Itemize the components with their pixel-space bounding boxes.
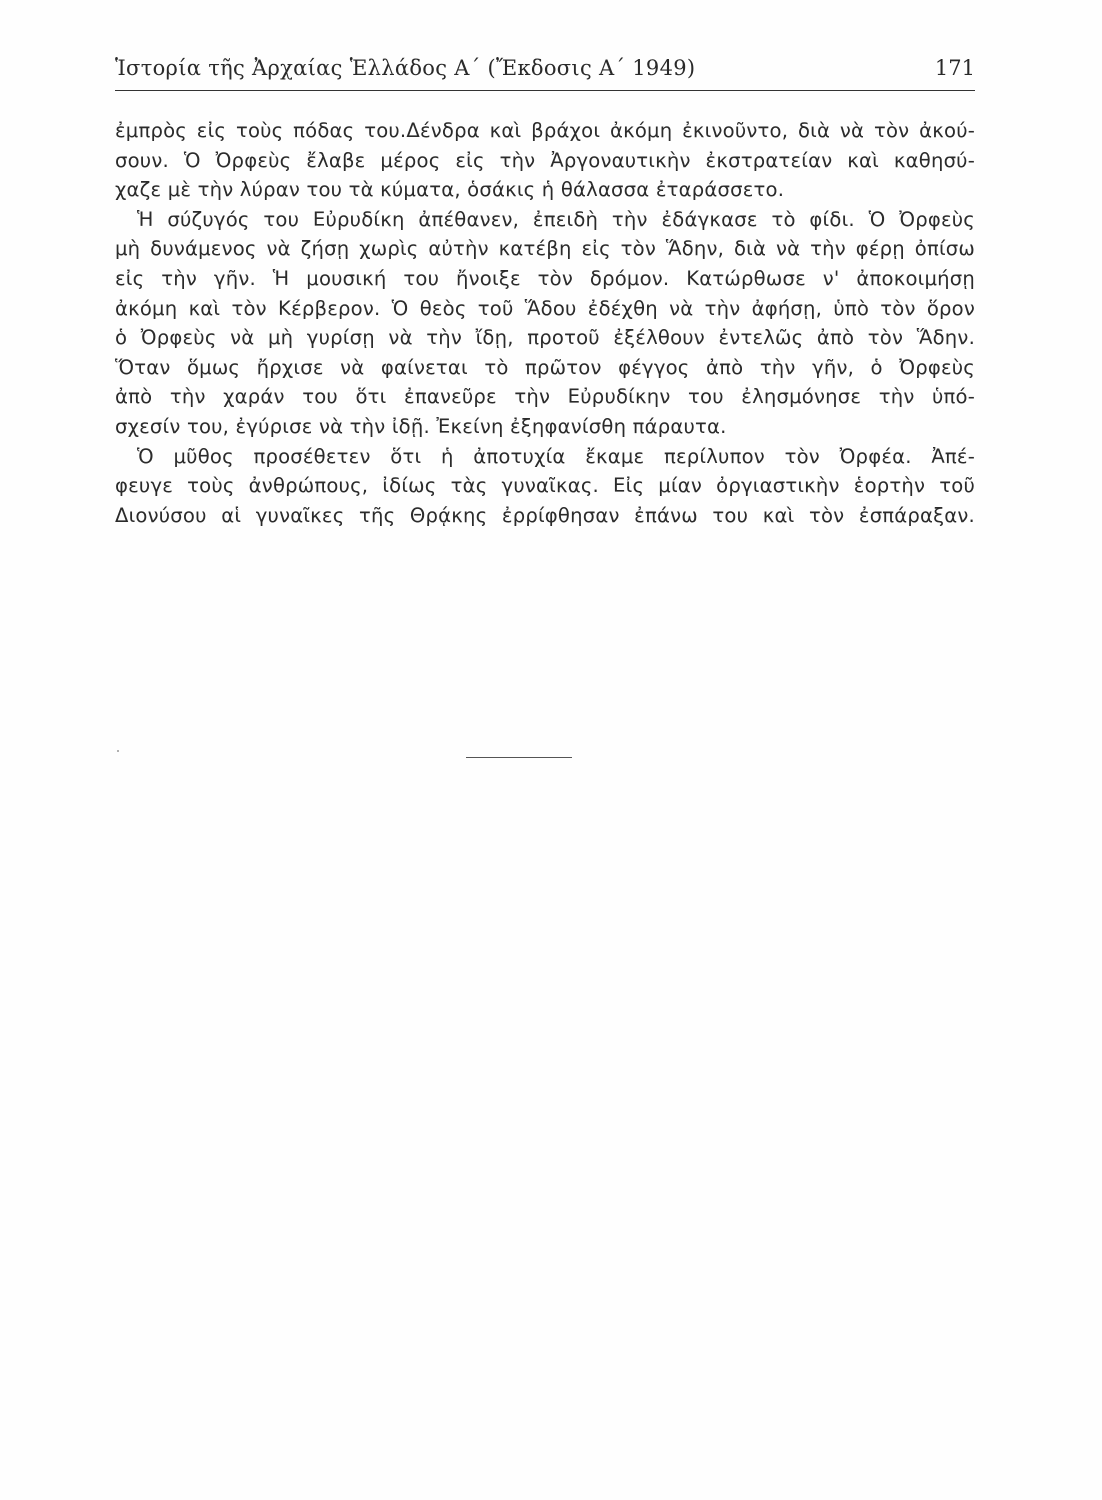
running-header xyxy=(115,48,975,91)
text-line: ὁ Ὀρφεὺς νὰ μὴ γυρίσῃ νὰ τὴν ἴδῃ, προτοῦ ἐξέλθουν ἐντελῶς ἀπὸ τὸν Ἅδην. xyxy=(115,326,975,350)
text-line: φευγε τοὺς ἀνθρώπους, ἰδίως τὰς γυναῖκας. Εἰς μίαν ὀργιαστικὴν ἑορτὴν τοῦ xyxy=(115,474,975,498)
running-header-title: Ἱστορία τῆς Ἀρχαίας Ἑλλάδος Α΄ (Ἔκδοσις Α΄ 1949) xyxy=(115,56,696,80)
scan-speck xyxy=(117,750,119,752)
text-line: ἀκόμη καὶ τὸν Κέρβερον. Ὁ θεὸς τοῦ Ἅδου ἐδέχθη νὰ τὴν ἀφήσῃ, ὑπὸ τὸν ὅρον xyxy=(115,296,975,320)
body-text xyxy=(115,116,975,530)
text-line: χαζε μὲ τὴν λύραν του τὰ κύματα, ὁσάκις ἡ θάλασσα ἐταράσσετο. xyxy=(115,178,785,202)
text-line: μὴ δυνάμενος νὰ ζήσῃ χωρὶς αὐτὴν κατέβη εἰς τὸν Ἅδην, διὰ νὰ τὴν φέρῃ ὀπίσω xyxy=(115,237,975,261)
text-line: εἰς τὴν γῆν. Ἡ μουσική του ἤνοιξε τὸν δρόμον. Κατώρθωσε ν' ἀποκοιμήσῃ xyxy=(115,266,975,290)
text-line: Διονύσου αἱ γυναῖκες τῆς Θρᾴκης ἐρρίφθησαν ἐπάνω του καὶ τὸν ἐσπάραξαν. xyxy=(115,503,975,527)
text-line: σουν. Ὁ Ὀρφεὺς ἔλαβε μέρος εἰς τὴν Ἀργοναυτικὴν ἐκστρατείαν καὶ καθησύ- xyxy=(115,148,975,172)
text-line: σχεσίν του, ἐγύρισε νὰ τὴν ἰδῇ. Ἐκείνη ἐξηφανίσθη πάραυτα. xyxy=(115,414,727,438)
text-line: Ὅταν ὅμως ἤρχισε νὰ φαίνεται τὸ πρῶτον φέγγος ἀπὸ τὴν γῆν, ὁ Ὀρφεὺς xyxy=(115,355,975,379)
text-line: ἐμπρὸς εἰς τοὺς πόδας του.Δένδρα καὶ βράχοι ἀκόμη ἐκινοῦντο, διὰ νὰ τὸν ἀκού- xyxy=(115,119,975,142)
section-separator-rule xyxy=(466,757,572,758)
page-number: 171 xyxy=(934,56,975,80)
text-line: Ἡ σύζυγός του Εὐρυδίκη ἀπέθανεν, ἐπειδὴ τὴν ἐδάγκασε τὸ φίδι. Ὁ Ὀρφεὺς xyxy=(137,207,975,231)
text-line: ἀπὸ τὴν χαράν του ὅτι ἐπανεῦρε τὴν Εὐρυδίκην του ἐλησμόνησε τὴν ὑπό- xyxy=(115,385,975,409)
text-line: Ὁ μῦθος προσέθετεν ὅτι ἡ ἀποτυχία ἔκαμε περίλυπον τὸν Ὀρφέα. Ἀπέ- xyxy=(137,444,975,468)
